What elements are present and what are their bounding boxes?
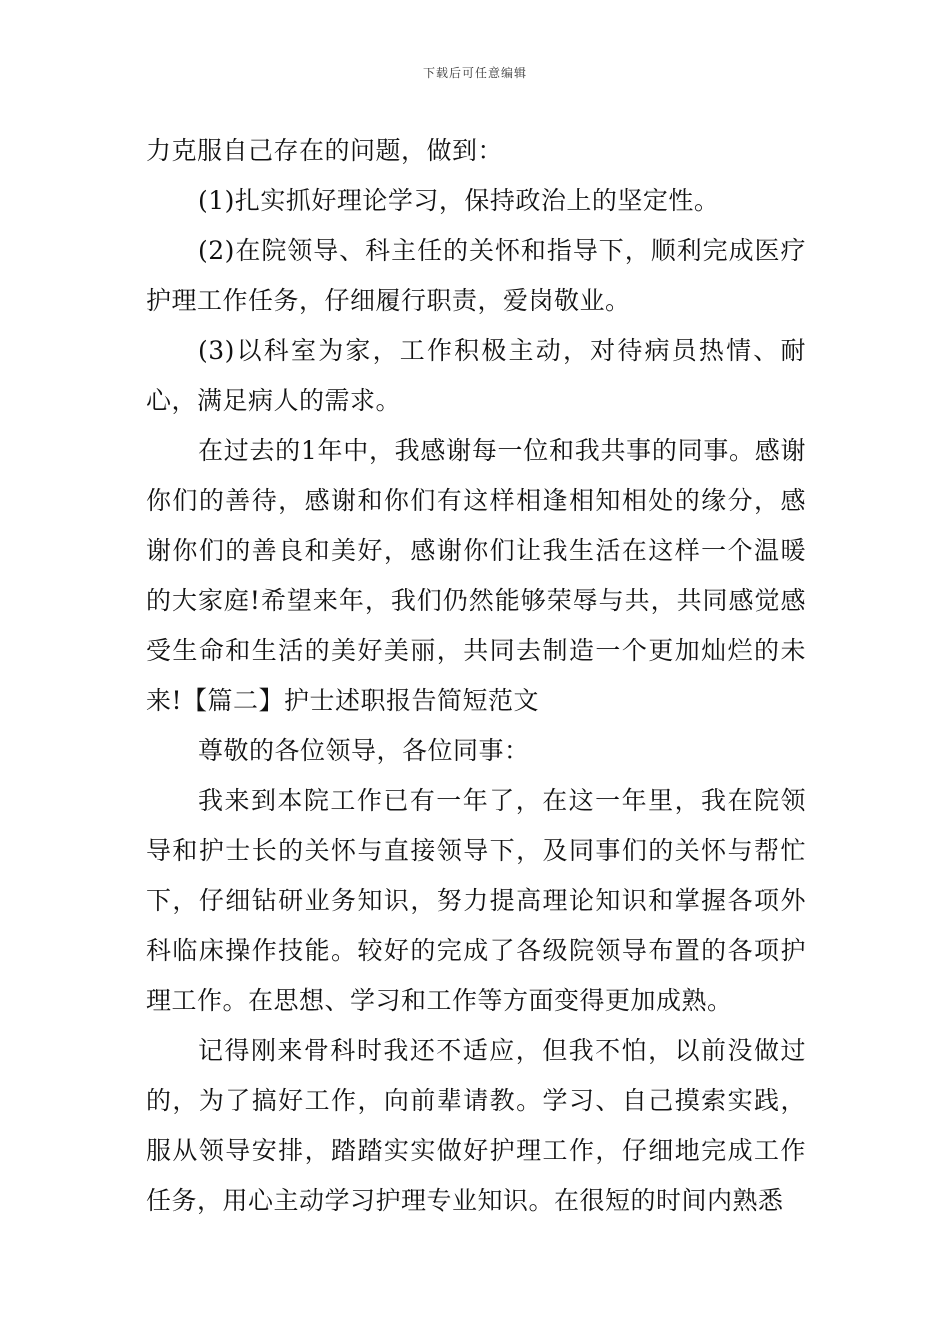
paragraph-1: 力克服自己存在的问题，做到： bbox=[146, 136, 504, 165]
paragraph-8: 记得刚来骨科时我还不适应，但我不怕，以前没做过的，为了搞好工作，向前辈请教。学习、自己摸索实践，服从领导安排，踏踏实实做好护理工作，仔细地完成工作任务，用心主动学习护理专业知识。在很短的时间内熟悉 bbox=[146, 1036, 806, 1215]
paragraph-7: 我来到本院工作已有一年了，在这一年里，我在院领导和护士长的关怀与直接领导下，及同事们的关怀与帮忙下，仔细钻研业务知识，努力提高理论知识和掌握各项外科临床操作技能。较好的完成了各级院领导布置的各项护理工作。在思想、学习和工作等方面变得更加成熟。 bbox=[146, 786, 806, 1015]
paragraph-2: (1)扎实抓好理论学习，保持政治上的坚定性。 bbox=[198, 186, 720, 215]
paragraph-6: 尊敬的各位领导，各位同事： bbox=[198, 736, 530, 765]
paragraph-4: (3)以科室为家，工作积极主动，对待病员热情、耐心，满足病人的需求。 bbox=[146, 336, 806, 415]
paragraph-3: (2)在院领导、科主任的关怀和指导下，顺利完成医疗护理工作任务，仔细履行职责，爱岗敬业。 bbox=[146, 236, 806, 315]
document-body bbox=[146, 126, 806, 1226]
paragraph-5: 在过去的1年中，我感谢每一位和我共事的同事。感谢你们的善待，感谢和你们有这样相逢相知相处的缘分，感谢你们的善良和美好，感谢你们让我生活在这样一个温暖的大家庭!希望来年，我们仍然能够荣辱与共，共同感觉感受生命和生活的美好美丽，共同去制造一个更加灿烂的未来!【篇二】护士述职报告简短范文 bbox=[146, 436, 806, 715]
header-note: 下载后可任意编辑 bbox=[422, 66, 527, 80]
